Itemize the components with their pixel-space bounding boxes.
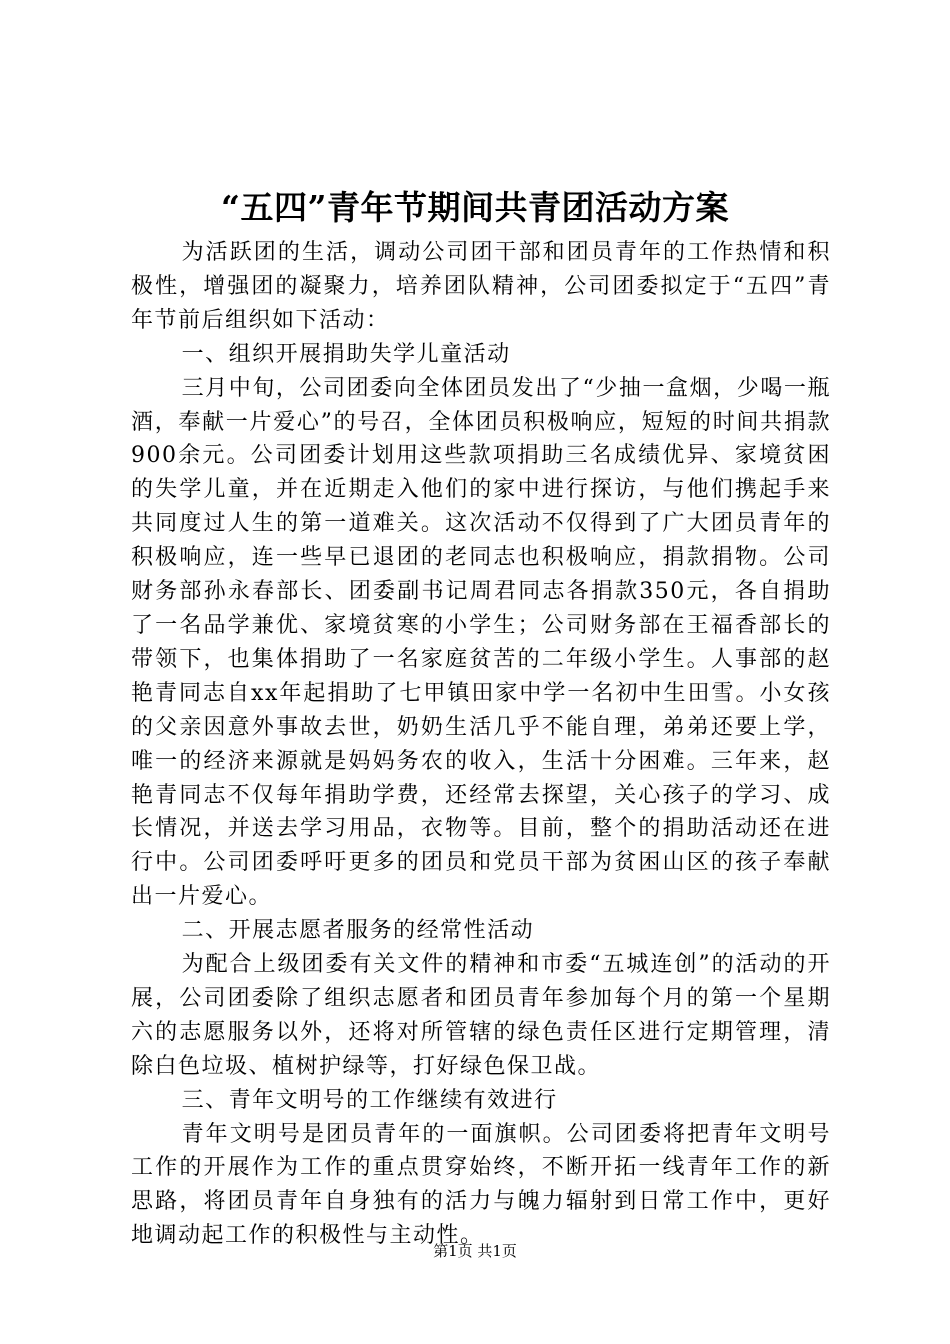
section-heading-2: 二、开展志愿者服务的经常性活动: [181, 918, 535, 944]
page-number-footer: 第1页 共1页: [433, 1242, 517, 1260]
section-1-paragraph: 三月中旬，公司团委向全体团员发出了“少抽一盒烟，少喝一瓶酒，奉献一片爱心”的号召，全体团员积极响应，短短的时间共捐款900余元。公司团委计划用这些款项捐助三名成绩优异、家境贫困的失学儿童，并在近期走入他们的家中进行探访，与他们携起手来共同度过人生的第一道难关。这次活动不仅得到了广大团员青年的积极响应，连一些早已退团的老同志也积极响应，捐款捐物。公司财务部孙永春部长、团委副书记周君同志各捐款350元，各自捐助了一名品学兼优、家境贫寒的小学生；公司财务部在王福香部长的带领下，也集体捐助了一名家庭贫苦的二年级小学生。人事部的赵艳青同志自xx年起捐助了七甲镇田家中学一名初中生田雪。小女孩的父亲因意外事故去世，奶奶生活几乎不能自理，弟弟还要上学，唯一的经济来源就是妈妈务农的收入，生活十分困难。三年来，赵艳青同志不仅每年捐助学费，还经常去探望，关心孩子的学习、成长情况，并送去学习用品，衣物等。目前，整个的捐助活动还在进行中。公司团委呼吁更多的团员和党员干部为贫困山区的孩子奉献出一片爱心。: [131, 375, 831, 910]
intro-paragraph: 为活跃团的生活，调动公司团干部和团员青年的工作热情和积极性，增强团的凝聚力，培养团队精神，公司团委拟定于“五四”青年节前后组织如下活动：: [131, 240, 831, 333]
section-heading-1: 一、组织开展捐助失学儿童活动: [181, 341, 511, 367]
section-3-paragraph: 青年文明号是团员青年的一面旗帜。公司团委将把青年文明号工作的开展作为工作的重点贯穿始终，不断开拓一线青年工作的新思路，将团员青年自身独有的活力与魄力辐射到日常工作中，更好地调动起工作的积极性与主动性。: [131, 1121, 831, 1249]
section-heading-3: 三、青年文明号的工作继续有效进行: [181, 1087, 558, 1113]
document-title: “五四”青年节期间共青团活动方案: [221, 188, 729, 227]
document-body: [131, 236, 831, 1253]
section-2-paragraph: 为配合上级团委有关文件的精神和市委“五城连创”的活动的开展，公司团委除了组织志愿者和团员青年参加每个月的第一个星期六的志愿服务以外，还将对所管辖的绿色责任区进行定期管理，清除白色垃圾、植树护绿等，打好绿色保卫战。: [131, 952, 831, 1079]
